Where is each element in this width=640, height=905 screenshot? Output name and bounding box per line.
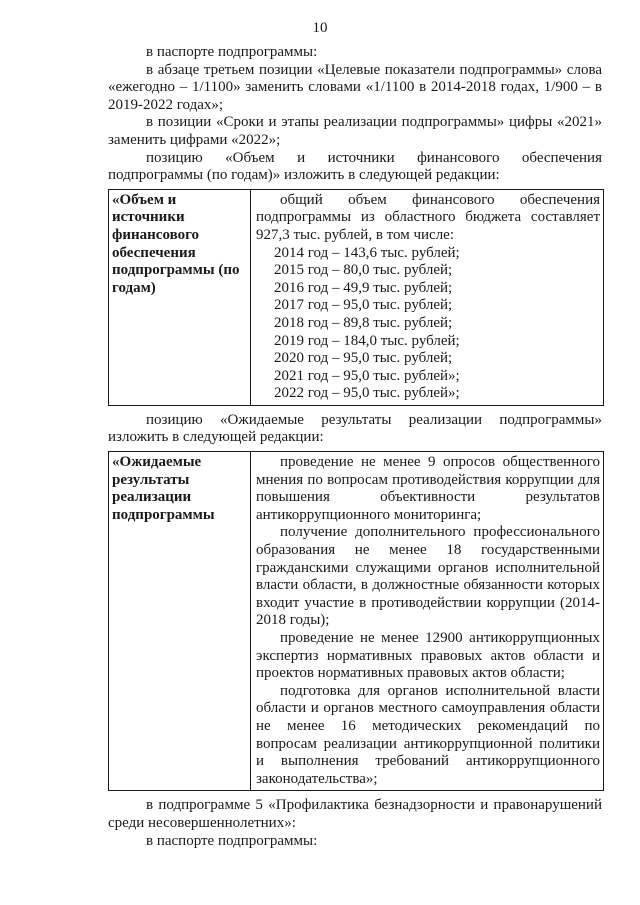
result-item: проведение не менее 9 опросов общественного мнения по вопросам противодействия коррупции для повышения объективности результатов антикоррупционного мониторинга; <box>256 454 600 523</box>
funding-table <box>108 189 604 406</box>
funding-year-line: 2015 год – 80,0 тыс. рублей; <box>274 262 453 279</box>
funding-year-line: 2020 год – 95,0 тыс. рублей; <box>274 350 453 367</box>
results-table-value <box>251 452 604 791</box>
paragraph: в позиции «Сроки и этапы реализации подпрограммы» цифры «2021» заменить цифрами «2022»; <box>108 114 602 148</box>
funding-year-line: 2021 год – 95,0 тыс. рублей»; <box>274 367 460 384</box>
funding-table-label: «Объем и источники финансового обеспечения подпрограммы (по годам) <box>109 189 251 405</box>
funding-intro: общий объем финансового обеспечения подпрограммы из областного бюджета составляет 927,3 тыс. рублей, в том числе: <box>256 191 600 243</box>
paragraph: в абзаце третьем позиции «Целевые показатели подпрограммы» слова «ежегодно – 1/1100» заменить словами «1/1100 в 2014-2018 годах, 1/900 – в 2019-2022 годах»; <box>108 61 602 113</box>
paragraph: позицию «Объем и источники финансового обеспечения подпрограммы (по годам)» изложить в следующей редакции: <box>108 149 602 184</box>
document-body <box>108 44 602 850</box>
funding-year-line: 2016 год – 49,9 тыс. рублей; <box>274 279 453 296</box>
funding-year-line: 2018 год – 89,8 тыс. рублей; <box>274 314 453 331</box>
results-table-label: «Ожидаемые результаты реализации подпрограммы <box>109 452 251 791</box>
result-item: подготовка для органов исполнительной власти области и органов местного самоуправления области не менее 16 методических рекомендаций по вопросам реализации антикоррупционной политики и выполнения требований антикоррупционного законодательства»; <box>256 682 600 787</box>
funding-year-line: 2014 год – 143,6 тыс. рублей; <box>274 244 460 261</box>
paragraph: в паспорте подпрограммы: <box>146 44 318 60</box>
result-item: получение дополнительного профессионального образования не менее 18 государственными гражданскими служащими органов исполнительной власти области, в должностные обязанности которых входит участие в противодействии коррупции (2014-2018 годы); <box>256 524 600 629</box>
funding-year-line: 2019 год – 184,0 тыс. рублей; <box>274 332 460 349</box>
funding-year-line: 2017 год – 95,0 тыс. рублей; <box>274 297 453 314</box>
paragraph: в паспорте подпрограммы: <box>146 832 318 849</box>
funding-table-value <box>251 189 604 405</box>
funding-year-line: 2022 год – 95,0 тыс. рублей»; <box>274 385 460 402</box>
result-item: проведение не менее 12900 антикоррупционных экспертиз нормативных правовых актов области и проектов нормативных правовых актов области; <box>256 630 600 682</box>
paragraph: позицию «Ожидаемые результаты реализации подпрограммы» изложить в следующей редакции: <box>108 411 602 446</box>
page-number: 10 <box>312 20 328 36</box>
paragraph: в подпрограмме 5 «Профилактика безнадзорности и правонарушений среди несовершеннолетних»: <box>108 797 602 831</box>
results-table <box>108 451 604 791</box>
